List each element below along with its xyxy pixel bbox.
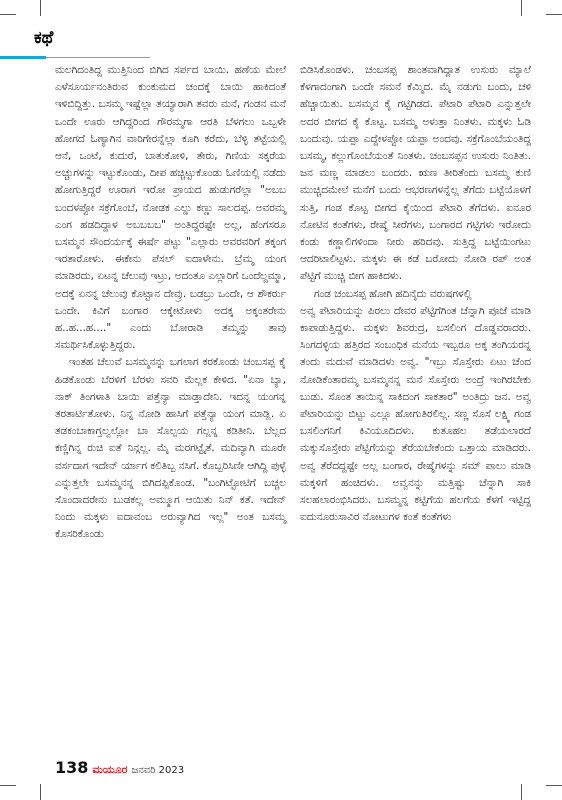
crop-mark — [546, 14, 562, 15]
section-header — [0, 28, 150, 58]
crop-mark — [521, 0, 522, 16]
issue-date: ಜನವರಿ 2023 — [131, 765, 185, 776]
article-paragraph-lead: ಗಂಡ ಚಂಬಸಪ್ಪ ಹೋಗಿ ಹದಿನೈದು ವರುಷಗಳಲ್ಲಿ — [314, 287, 472, 300]
magazine-logo: ಮಯೂರ — [92, 763, 128, 776]
page-footer — [55, 758, 184, 777]
article-column-left — [55, 62, 286, 544]
crop-mark — [546, 785, 562, 786]
article-paragraph: ಅವ್ವ ಪೆಟಾರಿಯನ್ನು ಪಿರಲು ದೇವರ ಪೆಟ್ಟಿಗೆಗಿಂತ ಚೆನ್ನಾಗಿ ಪೂಜೆ ಮಾಡಿ ಕಾಪಾಡುತ್ತಿದ್ದಳು. ಮಕ್ಕಳು ಶಿವರುದ್ರ, ಬಸಲಿಂಗ ದೊಡ್ಡವರಾದರು. ಸಿಂಗದಳ್ಳಿಯ ಹತ್ತಿರದ ಸಂಬಂಧಿಕ ಮನೆಯ ಇಬ್ಬರೂ ಅಕ್ಕ ತಂಗಿಯರನ್ನ ತಂದು ಮದುವೆ ಮಾಡಿದಳು ಅವ್ವ. "ಇಬ್ರು ಸೊಸ್ತೇರು ಏಟು ಚೆಂದ ನೋಡಿಕೆಂತಾರಮ್ಮ ಬಸಮ್ಮನನ್ನ ಮನೆ ಸೊಸ್ತೇರು ಅಂದ್ರೆ ಇಂಗಿರಬೇಕು ಬುಡು. ಸೊಂತ ತಾಯಿನ್ನ ಸಾಕಿದಂಗ ಸಾಕತಾರ" ಅಂತಿದ್ರು ಜನ. ಅವ್ವ ಪೆಟಾರಿಯನ್ನು ಬಿಟ್ಟು ಎಲ್ಲೂ ಹೋಗುತಿರಲಿಲ್ಲ. ಸಣ್ಣ ಸೊಸೆ ಲಕ್ಷ್ಮಿ ಗಂಡ ಬಸಲಿಂಗನಿಗೆ ಕಿವಿಯೂದಿದಳು. ಕುತೂಹಲ ತಡೆಯಲಾರದೆ ಮಕ್ಕುಸೊಸ್ತೇರು ಪೆಟ್ಟಿಗೆಯನ್ನು ತೆರೆಯಬೇಕೆಂದು ಒತ್ತಾಯ ಮಾಡಿದರು. ಅವ್ವ ತೆರೆದದ್ದಷ್ಟೇ ಅಲ್ಲ ಬಂಗಾರ, ರೇಷ್ಮೆಗಳನ್ನು ಸಮ್ ಪಾಲು ಮಾಡಿ ಮಕ್ಕಳಿಗೆ ಹಂಚಿದಳು. ಅವ್ವನನ್ನು ಮತ್ತಿಷ್ಟು ಚೆನ್ನಾಗಿ ಸಾಕಿ ಸಲಹಲಾರಂಭಿಸಿದರು. ಬಸಮ್ಮನ್ನ ಕಟ್ಟಿಗೆಯ ಹಲಗೆಯ ಕೆಳಗೆ ಇಟ್ಟಿದ್ದ ಐದುನೂರುಸಾವಿರ ನೋಟುಗಳ ಕಂತೆ ಕಂತೆಗಳು — [300, 304, 531, 524]
article-paragraph: ಇಂತಹ ಚೆಲುವೆ ಬಸಮ್ಮನನ್ನು ಬಗಲಾಗ ಕರಕೊಂಡು ಚಂಬಸಪ್ಪ ಕೈ ಹಿಡಕೊಂಡು ಬೆರಳಿಗೆ ಬೆರಳು ಸವರಿ ಮೆಲ್ಲಕ ಕೇಳಿದ. "ಏನಾ ಬ್ಯಾ, ನಾಕ್ ತಿಂಗಳಾತಿ ಬಾಯಿ ಪತ್ತೆನ್ಯಾ ಮಾಡ್ತಾದೇನಿ. ಇದನ್ನ ಯಂಗನ್ನ ತರತಾರ್ಟಿತೋಳು. ನಿನ್ನ ನೋಡಿ ಹಾಸಿಗೆ ಪತ್ತೆನ್ಯಾ ಯಂಗ ಮಾಡ್ಲಿ. ಏ ತಡಕಂಬಾಕಾಗ್ತಲ್ವಲ್ಲೋ ಬಾ ಸೊಲ್ಪಯ ಗಲ್ಲನ್ನ ಕಡಿತೀನಿ. ಬೆಲ್ಲದ ಕಣ್ಣಿಗಿನ್ನ ರುಚಿ ಐತೆ ನಿನ್ಗಲ್ಲ. ಮೈ ಮರಗಟ್ಟೈತೆ. ಮದಿವ್ಯಾಗಿ ಮೂರೇ ವರ್ಸದಾಗ ಇದೇನ್ ರ್ಯಾಗ ಕಲಿತಿಬ್ಬ ನಸಿಗೆ. ಕೊಬ್ಬರಿಸಿಣೀ ಆಗಿದ್ದಿ ಪುಳ್ಳೆ ಎನ್ನುತ್ತಲೇ ಬಸಮ್ಮನನ್ನ ಬಿಗಿದಪ್ಪಿಕೊಂಡ. "ಬಂಗಿಟ್ಟೋಟಿಗೆ ಬಚ್ಚಲ ಸೊಂದಾದರೇನು ಬುಡಕಲ್ಲ ಅಮ್ಮೂಗ ಆಯಿತು ನಿನ್ ಕತೆ. ಇದೇನ್ ನಿಂದು ಮಕ್ಕಳು ಐದಾವಂಬ ಅರುವ್ಯಾಗಿದ ಇಲ್ಲ" ಅಂತ ಬಸಮ್ಮ ಕೊಸರಿಕೊಂಡು — [55, 356, 286, 541]
section-divider-rule — [46, 57, 150, 58]
section-title: ಕಥೆ — [34, 28, 54, 48]
crop-mark — [40, 784, 41, 800]
crop-mark — [521, 784, 522, 800]
section-accent-rule — [0, 56, 46, 59]
page-number: 138 — [55, 758, 89, 777]
crop-mark — [0, 14, 16, 15]
crop-mark — [40, 0, 41, 16]
article-paragraph: ಮಲಗಿದಂತಿದ್ದ ಮುತ್ತಿನಿಂದ ಬಿಗಿದ ಸರ್ಪದ ಬಾಯಿ. ಹಣೆಯ ಮೇಲೆ ಎಳೆಸೂರ್ಯನಂತಿರುವ ಕುಂಕುಮದ ಚಂದಕ್ಕೆ ಬಾಯಿ ಹಾಕಿದಂತೆ ಇಳಿಬಿದ್ದಿತ್ತು. ಬಸಮ್ಮ ಇಷ್ಟೆಲ್ಲಾ ತಯ್ಯಾರಾಗಿ ತವರು ಮನೆ, ಗಂಡನ ಮನೆ ಒಂದೇ ಊರು ಆಗಿದ್ದರಿಂದ ಗೌರಮ್ಮಗಾ ಆರತಿ ಬೆಳಗಲು ಒಬ್ಬಳೇ ಹೋಗದೆ ಓಣ್ಯಾಗಿನ ವಾರಿಗೇರನ್ನೆಲ್ಲಾ ಕೂಗಿ ಕರೆದು, ಬೆಳ್ಳಿ ತಟ್ಟೆಯಲ್ಲಿ ಆನೆ, ಒಂಟೆ, ಕುದುರೆ, ಬಾತುಕೋಳಿ, ತೇರು, ಗಿಣಿಯ ಸಕ್ಕರೆಯ ಅಚ್ಚುಗಳನ್ನು ಇಟ್ಟುಕೊಂಡು, ದೀಪ ಹಚ್ಚಿಟ್ಟುಕೊಂಡು ಓಣಿಯಲ್ಲಿ ನಡೆದು ಹೋಗುತ್ತಿದ್ದರೆ ಊರಾಗ ಇರೋ ಪ್ರಾಯದ ಹುಡುಗರೆಲ್ಲಾ "ಅಬಬ ಬಂದಳಪ್ಪೋ ಸಕ್ರೆಗೊಂಬೆ, ನೋಡಕ ಎಲ್ಡು ಕಣ್ಣು ಸಾಲದಪ್ಪ. ಅವರಮ್ಮ ಎಂಗ ಹಡದಿದ್ದಾಳ ಅಬಬಬಬ" ಅಂತಿದ್ದರಷ್ಟೇ ಅಲ್ಲ, ಹೆಂಗಸರೂ ಬಸಮ್ಮನ ಸೌಂದರ್ಯಕ್ಕೆ ಈರ್ಷೆ ಪಟ್ಟು "ಎಲ್ಲಾರು ಅವರವರಿಗೆ ತಕ್ಕಂಗ ಇರತಾರೋಳು. ಈಕೇನು ಪೆಸಲ್ ಐದಾಳೇನು. ಬ್ರೆಮ್ಮ ಯಂಗ ಮಾಡಿರದು, ಏಟನ್ನ ಚೆಲುವು ಇಟ್ರು, ಅದಂತೂ ಎಲ್ಲಾರಿಗೆ ಒಂದೆಲ್ದಮ್ಮಾ, ಅದಕ್ಕೆ ಏನನ್ನ ಚೆಲುವು ಕೊಟ್ಟಾನ ದೇವ್ರು. ಬಡಬ್ರು ಒಂದೇ, ಆ ಶೌಕರ್ರು ಒಂದೇ. ಕಿವಿಗೆ ಬಂಗಾರ ಆಕ್ಕೇಟೋಳು ಅದಕ್ಕ ಅಕ್ಕಂತರೇನು ಹ..ಹ...ಹ...." ಎಂದು ಬೋರಾಡಿ ತಮ್ಮನ್ನು ತಾವು ಸಮರ್ಥಿಸಿಕೊಳ್ಳುತ್ತಿದ್ದರು. — [55, 64, 286, 352]
article-column-right — [300, 62, 531, 526]
crop-mark — [0, 785, 16, 786]
article-paragraph: ಬಿಡಿಸಿಕೊಂಡಳು. ಚಂಬಸಪ್ಪ ಶಾಂತವಾಗಿದ್ದಾತ ಉಸುರು ಮ್ಯಾಲೆ ಕೆಳಗಾದಂಗಾಗಿ ಒಂದೇ ಸಮನೆ ಕೆಮ್ಮಿದ. ಮೈ ನಡುಗು ಬಂದು, ಚಳಿ ಹೆಚ್ಚಾಯಿತು. ಬಸಮ್ಮನ ಕೈ ಗಟ್ಟಿಗಿಡದ. ಪೆಟಾರಿ ಪೆಟಾರಿ ಎನ್ನುತ್ತಲೇ ಅದರ ಬೀಗದ ಕೈ ಕೊಟ್ಟ. ಬಸಮ್ಮ ಅಳುತ್ತಾ ನಿಂತಳು. ಮಕ್ಕಳು ಓಡಿ ಬಂದುವು. ಯಪ್ಪಾ ಎದ್ದೇಳಪ್ಪೋ ಯಪ್ಪಾ ಅಂದವು. ಸಕ್ರೆಗೊಂಬೆಯಂತಿದ್ದ ಬಸಮ್ಮ, ಕಲ್ಲುಗೊಂಬೆಯಂತೆ ನಿಂತಳು. ಚಂಬಸಪ್ಪನ ಉಸುರು ನಿಂತಿತು. ಜನ ಮಣ್ಣ ಮಾಡಲು ಬಂದರು. ಋಣ ತೀರಿತೆಂದು ಬಸಮ್ಮ ಕುಣಿ ಮುಚ್ಚಿದಮೇಲೆ ಮನೆಗೆ ಬಂದು ಆಭರಣಗಳನ್ನೆಲ್ಲ ತೆಗೆದು ಬಟ್ಟೆಯೊಳಗೆ ಸುತ್ತಿ, ಗಂಡ ಕೊಟ್ಟ ಬೀಗದ ಕೈಯಿಂದ ಪೆಟಾರಿ ತೆಗೆದಳು. ಐನೂರ ನೋಟಿನ ಕಂತೆಗಳು, ರೇಷ್ಮೆ ಸೀರೆಗಳು, ಬಂಗಾರದ ಗಟ್ಟಿಗಳು ಇರೋದು ಕಂಡು ಕಣ್ಣಾಲಿಗಳಿಂದಾ ನೀರು ಹರಿದವು. ಸುತ್ತಿದ್ದ ಬಟ್ಟೆಯಿಂಗಟು ಆದರಿಟಾಲಿಟ್ಟಳು. ಮಕ್ಕಳು ಈ ಕಡೆ ಬರೋದು ನೋಡಿ ರಪ್ ಅಂತ ಪೆಟ್ಟಿಗೆ ಮುಚ್ಚಿ ಬೀಗ ಹಾಕಿದಳು. — [300, 64, 531, 283]
